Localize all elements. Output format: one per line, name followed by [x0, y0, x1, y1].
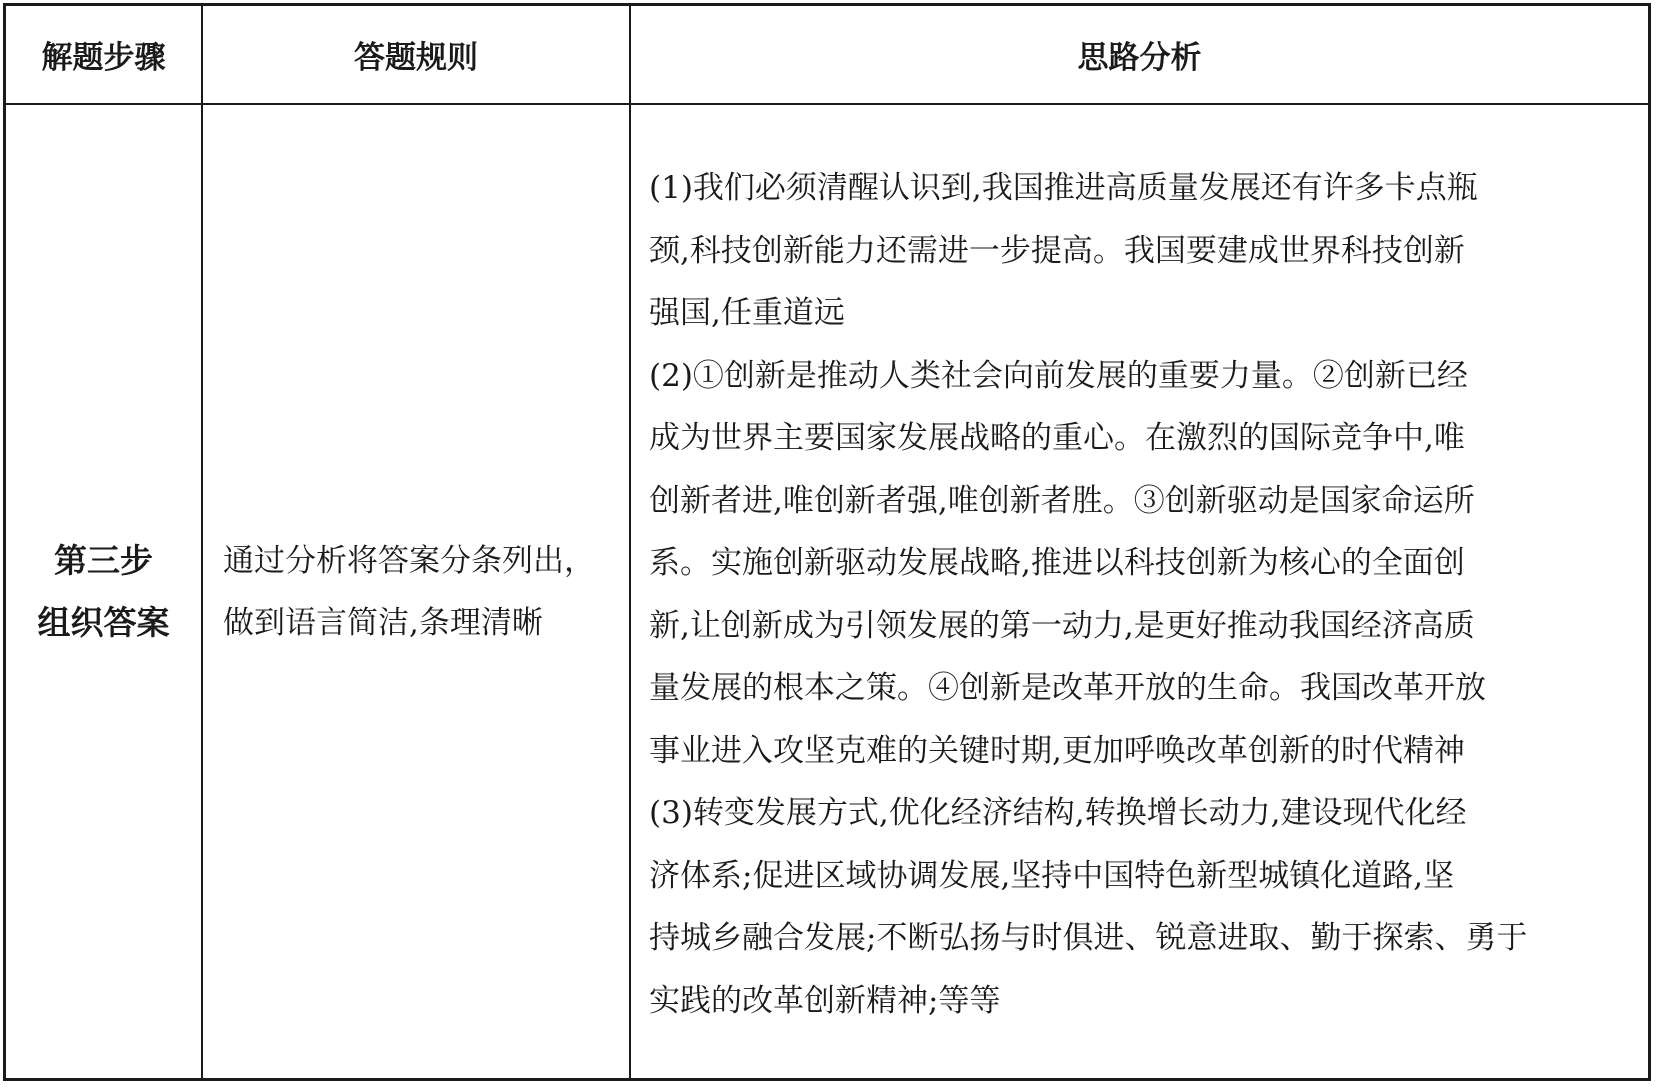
step-cell: [6, 105, 201, 1078]
analysis-line-13: 持城乡融合发展;不断弘扬与时俱进、锐意进取、勤于探索、勇于: [649, 920, 1528, 956]
header-solving-steps: 解题步骤: [41, 40, 166, 76]
analysis-line-11: (3)转变发展方式,优化经济结构,转换增长动力,建设现代化经: [649, 795, 1467, 831]
analysis-cell: [631, 105, 1648, 1078]
analysis-line-9: 量发展的根本之策。④创新是改革开放的生命。我国改革开放: [649, 670, 1486, 706]
analysis-line-7: 系。实施创新驱动发展战略,推进以科技创新为核心的全面创: [649, 545, 1465, 581]
analysis-line-10: 事业进入攻坚克难的关键时期,更加呼唤改革创新的时代精神: [649, 732, 1465, 769]
analysis-line-8: 新,让创新成为引领发展的第一动力,是更好推动我国经济高质: [649, 607, 1475, 644]
rule-cell: [203, 105, 629, 1078]
analysis-line-14: 实践的改革创新精神;等等: [649, 982, 1001, 1019]
analysis-line-6: 创新者进,唯创新者强,唯创新者胜。③创新驱动是国家命运所: [649, 482, 1475, 519]
analysis-line-1: (1)我们必须清醒认识到,我国推进高质量发展还有许多卡点瓶: [649, 170, 1478, 206]
analysis-line-5: 成为世界主要国家发展战略的重心。在激烈的国际竞争中,唯: [649, 420, 1465, 456]
analysis-line-12: 济体系;促进区域协调发展,坚持中国特色新型城镇化道路,坚: [649, 857, 1455, 894]
step-number: 第三步: [54, 540, 153, 580]
analysis-line-3: 强国,任重道远: [649, 295, 845, 331]
rule-line-2: 做到语言简洁,条理清晰: [223, 604, 543, 641]
header-answer-rules: 答题规则: [354, 40, 478, 76]
answer-table: [3, 3, 1651, 1081]
step-title: 组织答案: [37, 602, 170, 642]
analysis-line-2: 颈,科技创新能力还需进一步提高。我国要建成世界科技创新: [649, 232, 1465, 269]
rule-line-1: 通过分析将答案分条列出，: [223, 542, 595, 579]
analysis-line-4: (2)①创新是推动人类社会向前发展的重要力量。②创新已经: [649, 357, 1468, 394]
header-analysis: 思路分析: [1077, 40, 1202, 76]
